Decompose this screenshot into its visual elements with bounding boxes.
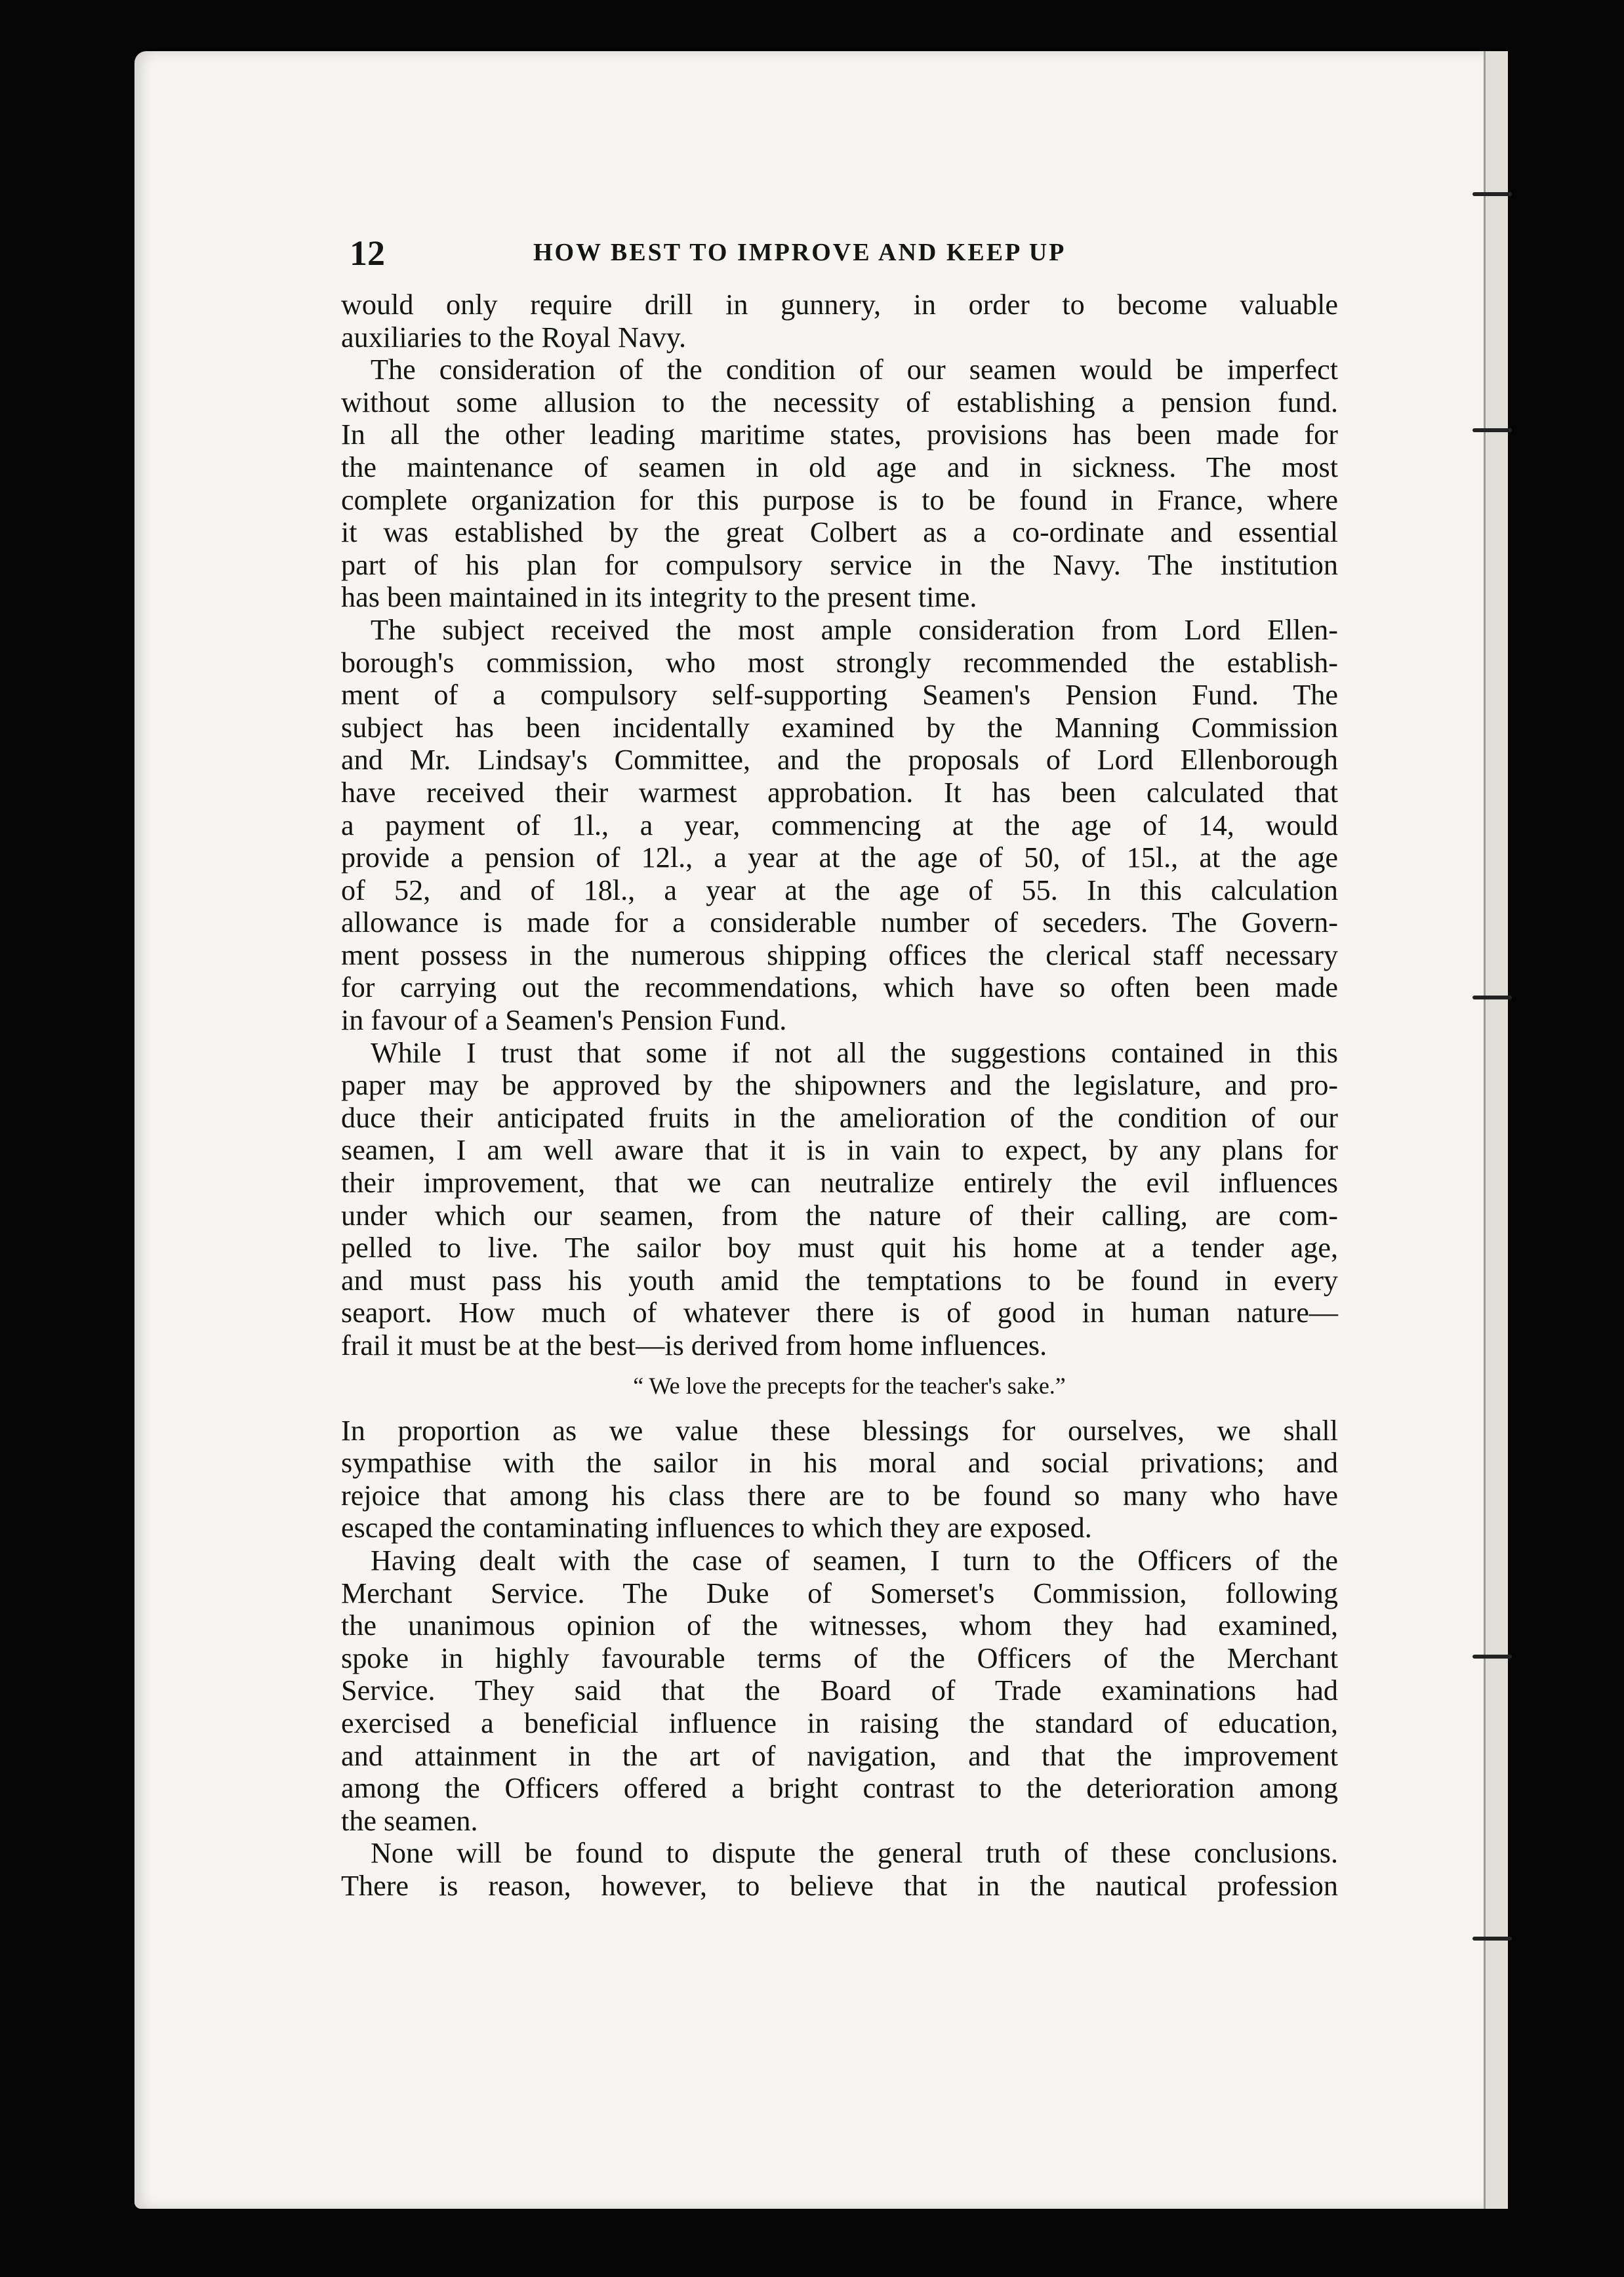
text-line: subject has been incidentally examined by the Manning Commission: [341, 711, 1338, 744]
page-edge: [1484, 51, 1508, 2209]
text-line: spoke in highly favourable terms of the Officers of the Merchant: [341, 1642, 1338, 1674]
text-line: has been maintained in its integrity to the present time.: [341, 581, 977, 614]
text-line: complete organization for this purpose is to be found in France, where: [341, 483, 1338, 516]
text-line: Service. They said that the Board of Trade examinations had: [341, 1674, 1338, 1707]
text-line: of 52, and of 18l., a year at the age of 55. In this calculation: [341, 874, 1338, 906]
text-line: exercised a beneficial influence in raising the standard of education,: [341, 1706, 1338, 1739]
text-line: allowance is made for a considerable number of seceders. The Govern-: [341, 906, 1338, 939]
page-number: 12: [350, 233, 385, 273]
text-line: rejoice that among his class there are to be found so many who have: [341, 1479, 1338, 1512]
text-line: would only require drill in gunnery, in order to become valuable: [341, 289, 1338, 321]
text-line: the seamen.: [341, 1804, 478, 1837]
text-line: it was established by the great Colbert as a co-ordinate and essential: [341, 516, 1338, 549]
text-line: auxiliaries to the Royal Navy.: [341, 321, 687, 353]
text-line: the unanimous opinion of the witnesses, whom they had examined,: [341, 1609, 1338, 1642]
text-line: and must pass his youth amid the temptations to be found in every: [341, 1264, 1338, 1297]
binding-mark: [1472, 192, 1512, 196]
text-line: and Mr. Lindsay's Committee, and the proposals of Lord Ellenborough: [341, 744, 1338, 776]
text-line: borough's commission, who most strongly recommended the establish-: [341, 646, 1338, 679]
text-line: frail it must be at the best—is derived from home influences.: [341, 1329, 1047, 1361]
text-line: among the Officers offered a bright contrast to the deterioration among: [341, 1772, 1338, 1805]
binding-mark: [1472, 996, 1512, 999]
binding-mark: [1472, 1937, 1512, 1941]
text-line: part of his plan for compulsory service in the Navy. The institution: [341, 548, 1338, 581]
text-line: In all the other leading maritime states, provisions has been made for: [341, 418, 1338, 451]
text-line: The subject received the most ample consideration from Lord Ellen-: [371, 613, 1338, 646]
epigraph-quote: “ We love the precepts for the teacher's sake.”: [633, 1372, 1066, 1399]
text-line: have received their warmest approbation. It has been calculated that: [341, 776, 1338, 809]
text-line: ment possess in the numerous shipping offices the clerical staff necessary: [341, 938, 1338, 971]
text-line: The consideration of the condition of our seamen would be imperfect: [371, 353, 1338, 386]
text-block: [341, 289, 1338, 1362]
text-line: pelled to live. The sailor boy must quit his home at a tender age,: [341, 1232, 1338, 1264]
text-line: escaped the contaminating influences to which they are exposed.: [341, 1512, 1092, 1544]
text-line: the maintenance of seamen in old age and in sickness. The most: [341, 451, 1338, 483]
text-line: provide a pension of 12l., a year at the age of 50, of 15l., at the age: [341, 841, 1338, 874]
text-line: under which our seamen, from the nature of their calling, are com-: [341, 1199, 1338, 1232]
text-line: seamen, I am well aware that it is in vain to expect, by any plans for: [341, 1134, 1338, 1167]
binding-mark: [1472, 1655, 1512, 1659]
running-head: HOW BEST TO IMPROVE AND KEEP UP: [533, 239, 1066, 266]
text-line: None will be found to dispute the general truth of these conclusions.: [371, 1837, 1338, 1870]
text-line: without some allusion to the necessity of establishing a pension fund.: [341, 386, 1338, 418]
text-line: Having dealt with the case of seamen, I turn to the Officers of the: [371, 1544, 1338, 1577]
text-line: in favour of a Seamen's Pension Fund.: [341, 1004, 787, 1037]
text-line: ment of a compulsory self-supporting Seamen's Pension Fund. The: [341, 679, 1338, 712]
text-line: paper may be approved by the shipowners and the legislature, and pro-: [341, 1069, 1338, 1102]
text-block: [341, 1415, 1338, 1903]
text-line: a payment of 1l., a year, commencing at the age of 14, would: [341, 809, 1338, 841]
text-line: seaport. How much of whatever there is of good in human nature—: [341, 1297, 1338, 1329]
text-line: While I trust that some if not all the suggestions contained in this: [371, 1036, 1338, 1069]
binding-mark: [1472, 428, 1512, 432]
text-line: for carrying out the recommendations, which have so often been made: [341, 971, 1338, 1004]
text-line: duce their anticipated fruits in the amelioration of the condition of our: [341, 1101, 1338, 1134]
body-text: [341, 289, 1338, 1903]
text-line: In proportion as we value these blessings for ourselves, we shall: [341, 1414, 1338, 1447]
text-line: their improvement, that we can neutralize entirely the evil influences: [341, 1167, 1338, 1199]
page-header: [350, 233, 1347, 279]
text-line: sympathise with the sailor in his moral and social privations; and: [341, 1447, 1338, 1480]
text-line: and attainment in the art of navigation, and that the improvement: [341, 1739, 1338, 1772]
text-line: Merchant Service. The Duke of Somerset's Commission, following: [341, 1577, 1338, 1609]
text-line: There is reason, however, to believe that in the nautical profession: [341, 1869, 1338, 1902]
